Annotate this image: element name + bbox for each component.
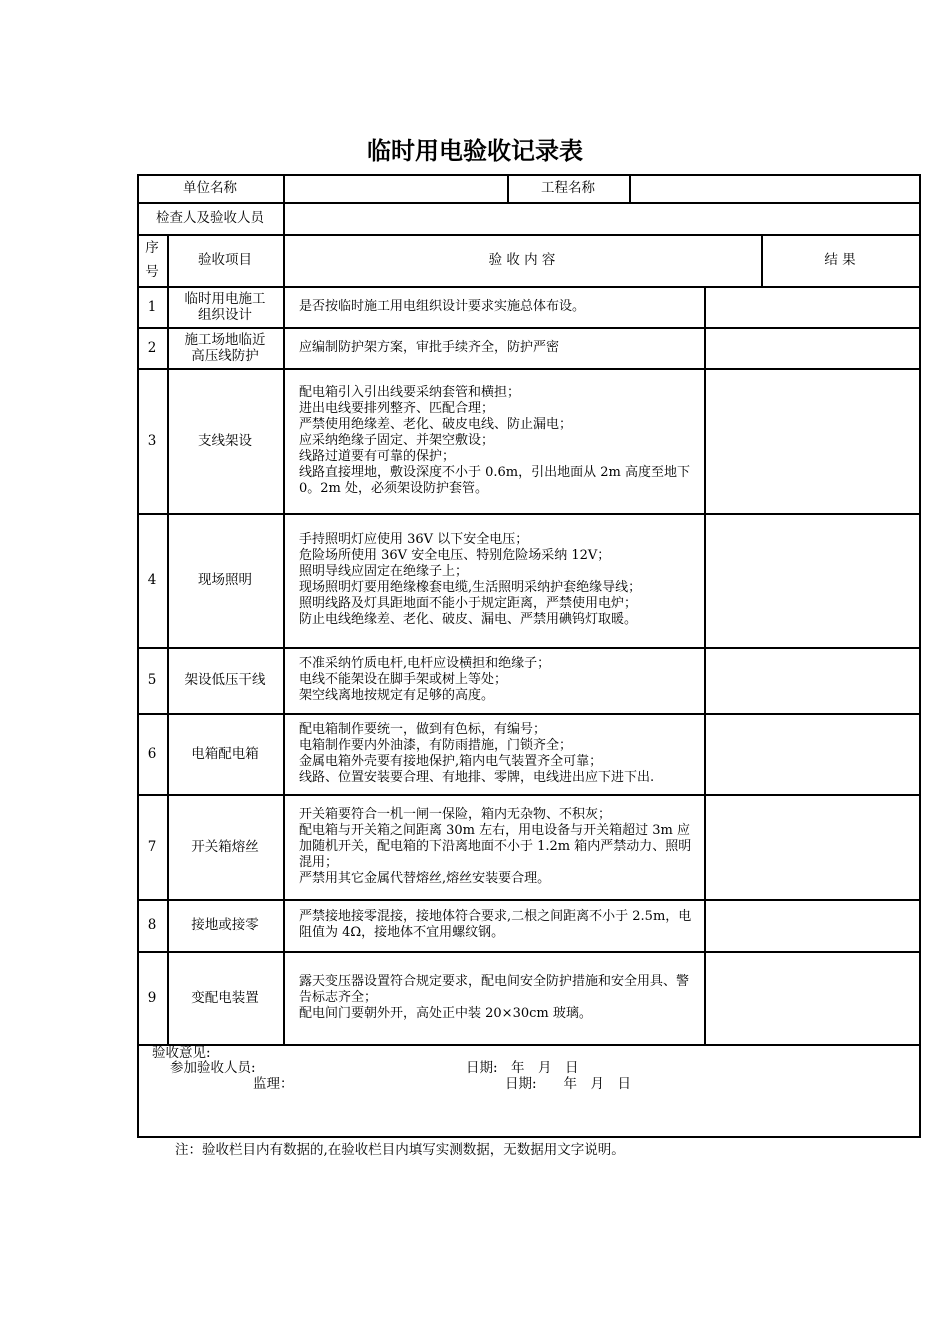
table-row-item: 现场照明 <box>198 572 252 588</box>
item-header: 验收项目 <box>198 252 252 268</box>
item-col-divider <box>283 234 285 1046</box>
table-row-content: 露天变压器设置符合规定要求，配电间安全防护措施和安全用具、警告标志齐全； 配电间门要朝外开，高处正中装 20×30cm 玻璃。 <box>299 973 690 1021</box>
table-row-content: 严禁接地接零混接，接地体符合要求,二根之间距离不小于 2.5m，电阻值为 4Ω，接地体不宜用螺纹钢。 <box>299 909 692 940</box>
table-row-item: 变配电装置 <box>191 989 259 1006</box>
table-row-result <box>704 327 919 368</box>
supervisor-date-label: 日期: 年 月 日 <box>505 1076 632 1092</box>
table-row-content: 配电箱引入引出线要采纳套管和横担； 进出电线要排列整齐、匹配合理； 严禁使用绝缘差、老化、破皮电线、防止漏电； 应采纳绝缘子固定、并架空敷设； 线路过道要有可靠的保护； 线路直接埋地，敷设深度不小于 0.6m，引出地面从 2m 高度至地下 0。2m 处，必须架设防护套管。 <box>299 384 690 496</box>
table-row-content: 手持照明灯应使用 36V 以下安全电压； 危险场所使用 36V 安全电压、特别危险场采纳 12V； 照明导线应固定在绝缘子上； 现场照明灯要用绝缘橡套电缆,生活照明采纳护套绝缘导线； 照明线路及灯具距地面不能小于规定距离，严禁使用电炉； 防止电线绝缘差、老化、破皮、漏电、严禁用碘钨灯取暖。 <box>299 532 642 627</box>
participants-label: 参加验收人员: <box>170 1060 256 1076</box>
table-row-result <box>704 951 919 1044</box>
table-row-item: 开关箱熔丝 <box>191 838 259 855</box>
table-row-seq: 8 <box>147 917 157 933</box>
page-title: 临时用电验收记录表 <box>367 137 583 165</box>
table-row-result <box>704 713 919 794</box>
table-row-item: 支线架设 <box>198 432 252 449</box>
table-row-result <box>704 899 919 951</box>
content-header: 验 收 内 容 <box>488 252 556 268</box>
table-note: 注：验收栏目内有数据的,在验收栏目内填写实测数据，无数据用文字说明。 <box>175 1142 625 1158</box>
table-row-result <box>704 368 919 513</box>
table-row-item: 架设低压干线 <box>184 672 266 688</box>
table-row-item: 电箱配电箱 <box>191 745 259 762</box>
row-divider <box>137 1044 921 1046</box>
table-row-result <box>704 647 919 713</box>
supervisor-label: 监理： <box>253 1076 294 1092</box>
table-row-content: 不准采纳竹质电杆,电杆应设横担和绝缘子； 电线不能架设在脚手架或树上等处； 架空线离地按规定有足够的高度。 <box>299 656 551 703</box>
participants-date-label: 日期: 年 月 日 <box>466 1060 579 1076</box>
table-row-seq: 9 <box>147 989 157 1006</box>
table-right-border <box>919 174 921 1138</box>
table-row-result <box>704 794 919 899</box>
table-row-content: 配电箱制作要统一，做到有色标，有编号； 电箱制作要内外油漆，有防雨措施，门锁齐全； 金属电箱外壳要有接地保护,箱内电气装置齐全可靠； 线路、位置安装要合理、有地排、零牌，电线进出应下进下出. <box>299 721 655 785</box>
result-header: 结 果 <box>824 252 856 268</box>
project-name-label: 工程名称 <box>541 180 595 196</box>
table-row-item: 施工场地临近 高压线防护 <box>184 331 266 364</box>
table-row-item: 临时用电施工 组织设计 <box>184 290 266 323</box>
opinion-label: 验收意见: <box>152 1045 211 1061</box>
table-row-seq: 5 <box>147 672 157 688</box>
table-row-seq: 7 <box>147 838 157 855</box>
table-bottom-border <box>137 1136 921 1138</box>
table-row-content: 是否按临时施工用电组织设计要求实施总体布设。 <box>299 298 586 314</box>
unit-name-label: 单位名称 <box>183 180 237 196</box>
inspector-label: 检查人及验收人员 <box>156 210 264 226</box>
table-row-item: 接地或接零 <box>191 917 259 933</box>
table-row-content: 开关箱要符合一机一闸一保险，箱内无杂物、不积灰； 配电箱与开关箱之间距离 30m 左右，用电设备与开关箱超过 3m 应加随机开关，配电箱的下沿离地面不小于 1.2m 箱内严禁动力、照明混用； 严禁用其它金属代替熔丝,熔丝安装要合理。 <box>299 806 692 886</box>
header-col-divider <box>283 174 285 236</box>
table-row-seq: 6 <box>147 745 157 762</box>
table-row-result <box>704 513 919 647</box>
table-row-seq: 2 <box>147 339 157 356</box>
table-row-result <box>704 286 919 327</box>
seq-header: 序 号 <box>145 240 159 280</box>
table-row-seq: 1 <box>147 298 157 315</box>
header-col-divider <box>629 174 631 204</box>
table-row-seq: 3 <box>147 432 157 449</box>
table-row-seq: 4 <box>147 572 157 588</box>
table-row-content: 应编制防护架方案，审批手续齐全，防护严密 <box>299 339 560 355</box>
